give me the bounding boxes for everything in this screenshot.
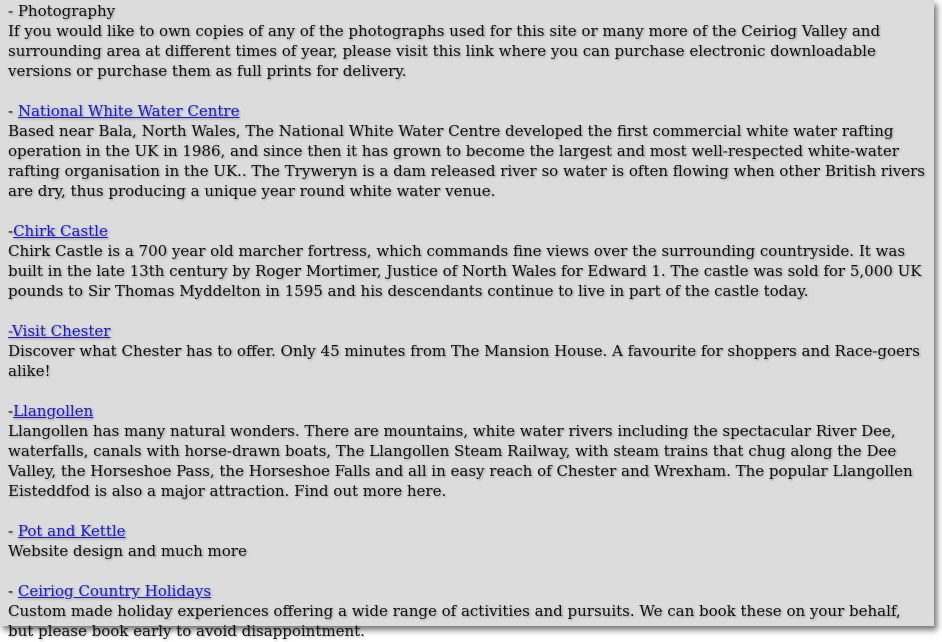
entry-chirk-castle — [8, 221, 934, 301]
entry-description: Custom made holiday experiences offering a wide range of activities and pursuits. We can book these on your behalf, but please book early to avoid disappointment. — [8, 602, 901, 640]
entry-heading — [8, 401, 934, 421]
link-pot-and-kettle[interactable]: Pot and Kettle — [17, 522, 126, 540]
entry-description: If you would like to own copies of any of the photographs used for this site or many more of the Ceiriog Valley and surrounding area at different times of year, please visit this link where you can purchase electronic downloadable versions or purchase them as full prints for delivery. — [8, 22, 881, 80]
link-visit-chester[interactable]: -Visit Chester — [8, 322, 111, 340]
entry-description: Chirk Castle is a 700 year old marcher fortress, which commands fine views over the surrounding countryside. It was built in the late 13th century by Roger Mortimer, Justice of North Wales for Edward 1. The castle was sold for 5,000 UK pounds to Sir Thomas Myddelton in 1595 and his descendants continue to live in part of the castle today. — [8, 242, 922, 300]
entry-ceiriog-country-holidays — [8, 581, 934, 641]
entry-visit-chester — [8, 321, 934, 381]
heading-prefix: - — [8, 2, 18, 20]
heading-prefix: - — [8, 102, 18, 120]
heading-prefix: - — [8, 522, 18, 540]
entry-heading — [8, 1, 934, 21]
link-llangollen[interactable]: Llangollen — [13, 402, 94, 420]
entry-pot-and-kettle — [8, 521, 934, 561]
entry-description: Website design and much more — [8, 542, 247, 560]
link-national-white-water-centre[interactable]: National White Water Centre — [17, 102, 240, 120]
link-ceiriog-country-holidays[interactable]: Ceiriog Country Holidays — [17, 582, 212, 600]
entry-heading — [8, 221, 934, 241]
entry-description: Based near Bala, North Wales, The National White Water Centre developed the first commercial white water rafting operation in the UK in 1986, and since then it has grown to become the largest and most well-respected white-water rafting organisation in the UK.. The Tryweryn is a dam released river so water is often flowing when other British rivers are dry, thus producing a unique year round white water venue. — [8, 122, 925, 200]
heading-prefix: - — [8, 402, 14, 420]
link-chirk-castle[interactable]: Chirk Castle — [13, 222, 108, 240]
entry-heading — [8, 321, 934, 341]
entry-heading — [8, 581, 934, 601]
entry-national-white-water-centre — [8, 101, 934, 201]
heading-prefix: - — [8, 222, 14, 240]
entry-description: Llangollen has many natural wonders. There are mountains, white water rivers including the spectacular River Dee, waterfalls, canals with horse-drawn boats, The Llangollen Steam Railway, with steam trains that chug along the Dee Valley, the Horseshoe Pass, the Horseshoe Falls and all in easy reach of Chester and Wrexham. The popular Llangollen Eisteddfod is also a major attraction. Find out more here. — [8, 422, 913, 500]
entry-llangollen — [8, 401, 934, 501]
entry-heading — [8, 101, 934, 121]
entry-photography — [8, 1, 934, 81]
entry-description: Discover what Chester has to offer. Only 45 minutes from The Mansion House. A favourite for shoppers and Race-goers alike! — [8, 342, 920, 380]
heading-photography: Photography — [17, 2, 116, 20]
heading-prefix: - — [8, 582, 18, 600]
entry-heading — [8, 521, 934, 541]
